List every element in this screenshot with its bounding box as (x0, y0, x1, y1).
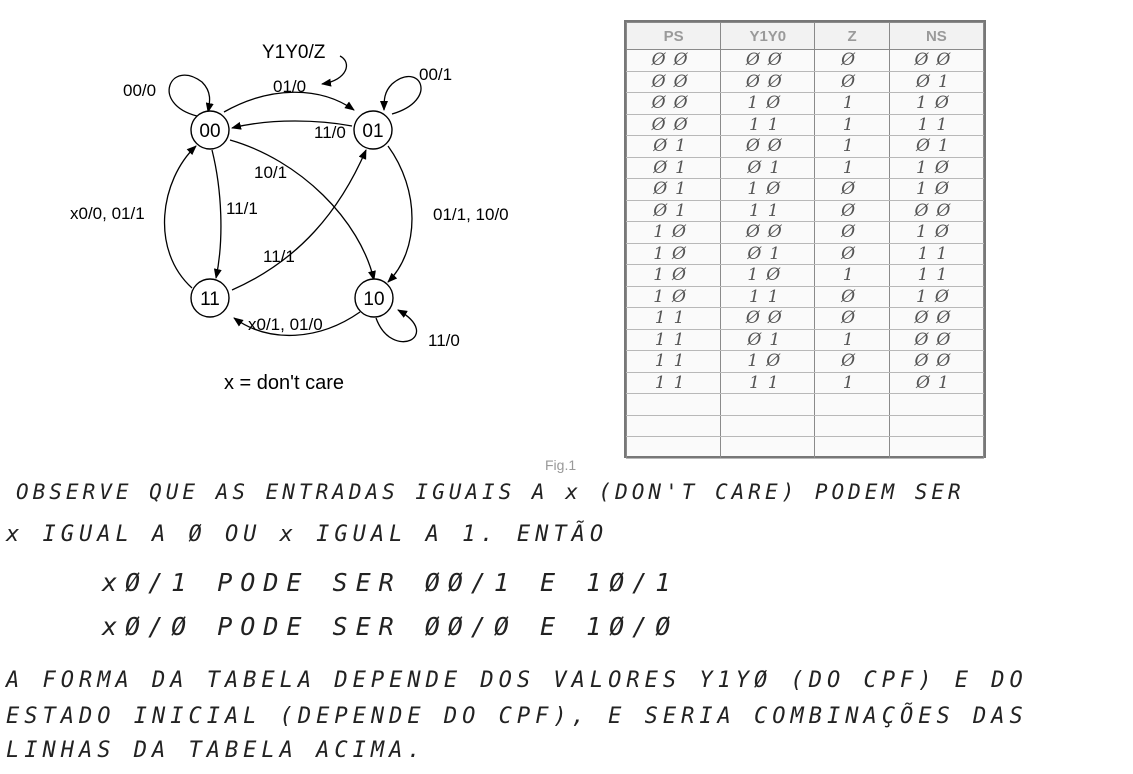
table-row (627, 329, 984, 351)
cell-y1y0: 1Ø (721, 179, 815, 201)
edge-00-11 (212, 150, 221, 278)
cell-y1y0: ØØ (721, 308, 815, 330)
edge-label-00-11: 11/1 (226, 199, 258, 218)
cell-y1y0 (721, 415, 815, 437)
table-row (627, 50, 984, 72)
cell-ps: ØØ (627, 93, 721, 115)
table-row (627, 71, 984, 93)
cell-z: Ø (815, 71, 889, 93)
header-y1y0: Y1Y0 (721, 23, 815, 50)
cell-y1y0: Ø1 (721, 329, 815, 351)
cell-ps (627, 415, 721, 437)
table-row (627, 179, 984, 201)
state-00-label: 00 (199, 121, 221, 142)
cell-ns: ØØ (889, 308, 983, 330)
cell-y1y0: 1Ø (721, 265, 815, 287)
edge-label-10-10: 11/0 (428, 331, 460, 350)
table-row (627, 415, 984, 437)
edge-label-00-00: 00/0 (123, 81, 157, 100)
state-diagram (0, 0, 600, 460)
cell-z: Ø (815, 308, 889, 330)
cell-ps: 11 (627, 351, 721, 373)
cell-y1y0: 1Ø (721, 351, 815, 373)
cell-ps: Ø1 (627, 179, 721, 201)
cell-z: 1 (815, 265, 889, 287)
cell-y1y0: ØØ (721, 50, 815, 72)
cell-ns: Ø1 (889, 372, 983, 394)
cell-ns: 11 (889, 265, 983, 287)
state-10-label: 10 (363, 289, 385, 310)
cell-y1y0: ØØ (721, 71, 815, 93)
edge-label-01-10: 01/1, 10/0 (433, 205, 509, 224)
edge-label-11-01: 11/1 (263, 247, 295, 266)
cell-ps: ØØ (627, 71, 721, 93)
cell-ps: 1Ø (627, 265, 721, 287)
cell-z: 1 (815, 329, 889, 351)
note-line-2: x IGUAL A Ø OU x IGUAL A 1. ENTÃO (6, 522, 609, 547)
state-table-grid (626, 22, 984, 459)
cell-z: 1 (815, 114, 889, 136)
cell-z: 1 (815, 136, 889, 158)
cell-ps (627, 437, 721, 459)
table-row (627, 93, 984, 115)
edge-00-00 (169, 75, 209, 116)
cell-z: Ø (815, 351, 889, 373)
cell-z (815, 437, 889, 459)
cell-y1y0 (721, 394, 815, 416)
table-row (627, 351, 984, 373)
cell-y1y0: 11 (721, 372, 815, 394)
table-row (627, 243, 984, 265)
cell-ps: Ø1 (627, 200, 721, 222)
cell-ns: 1Ø (889, 286, 983, 308)
cell-z: 1 (815, 372, 889, 394)
cell-ps (627, 394, 721, 416)
legend-format: Y1Y0/Z (262, 42, 326, 63)
cell-ns: Ø1 (889, 71, 983, 93)
cell-ps: 1Ø (627, 286, 721, 308)
cell-ns: 1Ø (889, 222, 983, 244)
table-row (627, 136, 984, 158)
cell-ns: 1Ø (889, 157, 983, 179)
cell-ns: 1Ø (889, 179, 983, 201)
state-11 (191, 279, 229, 317)
table-row (627, 372, 984, 394)
cell-z: Ø (815, 222, 889, 244)
figure-caption: Fig.1 (545, 457, 577, 473)
cell-y1y0: 1Ø (721, 93, 815, 115)
cell-z: Ø (815, 243, 889, 265)
cell-z: Ø (815, 50, 889, 72)
state-01 (354, 111, 392, 149)
cell-z (815, 394, 889, 416)
note-line-4: xØ/Ø PODE SER ØØ/Ø E 1Ø/Ø (102, 612, 679, 641)
table-row (627, 437, 984, 459)
state-10 (355, 279, 393, 317)
note-line-3: xØ/1 PODE SER ØØ/1 E 1Ø/1 (102, 568, 679, 597)
note-line-6: ESTADO INICIAL (DEPENDE DO CPF), E SERIA COMBINAÇÕES DAS (6, 704, 1028, 729)
edge-label-01-00: 11/0 (314, 123, 346, 142)
table-row (627, 114, 984, 136)
cell-ps: ØØ (627, 114, 721, 136)
cell-y1y0: 11 (721, 286, 815, 308)
cell-ps: 11 (627, 329, 721, 351)
cell-y1y0: Ø1 (721, 243, 815, 265)
state-01-label: 01 (362, 121, 384, 142)
cell-ns (889, 415, 983, 437)
edge-11-00 (165, 146, 196, 288)
cell-z: 1 (815, 93, 889, 115)
cell-ns: 11 (889, 114, 983, 136)
cell-ns: Ø1 (889, 136, 983, 158)
table-row (627, 265, 984, 287)
cell-ns: 11 (889, 243, 983, 265)
header-z: Z (815, 23, 889, 50)
cell-y1y0: ØØ (721, 136, 815, 158)
cell-y1y0: Ø1 (721, 157, 815, 179)
note-line-1: OBSERVE QUE AS ENTRADAS IGUAIS A x (DON'T CARE) PODEM SER (16, 480, 965, 504)
cell-ps: Ø1 (627, 157, 721, 179)
state-table (624, 20, 986, 458)
cell-y1y0: 11 (721, 200, 815, 222)
cell-ns: ØØ (889, 351, 983, 373)
cell-ps: 1Ø (627, 243, 721, 265)
note-line-7: LINHAS DA TABELA ACIMA. (6, 738, 426, 763)
table-row (627, 200, 984, 222)
cell-ns: 1Ø (889, 93, 983, 115)
cell-ns (889, 437, 983, 459)
cell-y1y0: ØØ (721, 222, 815, 244)
edge-label-00-10: 10/1 (254, 163, 288, 182)
cell-ns: ØØ (889, 329, 983, 351)
legend-arrow (322, 56, 346, 84)
header-ns: NS (889, 23, 983, 50)
state-11-label: 11 (200, 289, 220, 310)
header-ps: PS (627, 23, 721, 50)
edge-label-00-01: 01/0 (273, 77, 307, 96)
table-row (627, 286, 984, 308)
cell-z: 1 (815, 157, 889, 179)
cell-ps: 11 (627, 308, 721, 330)
cell-y1y0: 11 (721, 114, 815, 136)
edge-label-10-11: x0/1, 01/0 (248, 315, 323, 334)
table-row (627, 308, 984, 330)
cell-z: Ø (815, 286, 889, 308)
cell-ps: 11 (627, 372, 721, 394)
table-row (627, 394, 984, 416)
state-00 (191, 111, 229, 149)
edge-label-01-01: 00/1 (419, 65, 453, 84)
cell-ns: ØØ (889, 200, 983, 222)
cell-ns: ØØ (889, 50, 983, 72)
edge-01-01 (384, 76, 421, 114)
cell-ns (889, 394, 983, 416)
edge-01-10 (388, 146, 412, 282)
table-row (627, 222, 984, 244)
cell-ps: ØØ (627, 50, 721, 72)
cell-z: Ø (815, 179, 889, 201)
table-row (627, 157, 984, 179)
dont-care-note: x = don't care (224, 372, 344, 394)
edge-label-11-00: x0/0, 01/1 (70, 204, 145, 223)
note-line-5: A FORMA DA TABELA DEPENDE DOS VALORES Y1YØ (DO CPF) E DO (6, 668, 1028, 693)
cell-z (815, 415, 889, 437)
table-header-row (627, 23, 984, 50)
cell-ps: 1Ø (627, 222, 721, 244)
cell-z: Ø (815, 200, 889, 222)
cell-y1y0 (721, 437, 815, 459)
cell-ps: Ø1 (627, 136, 721, 158)
